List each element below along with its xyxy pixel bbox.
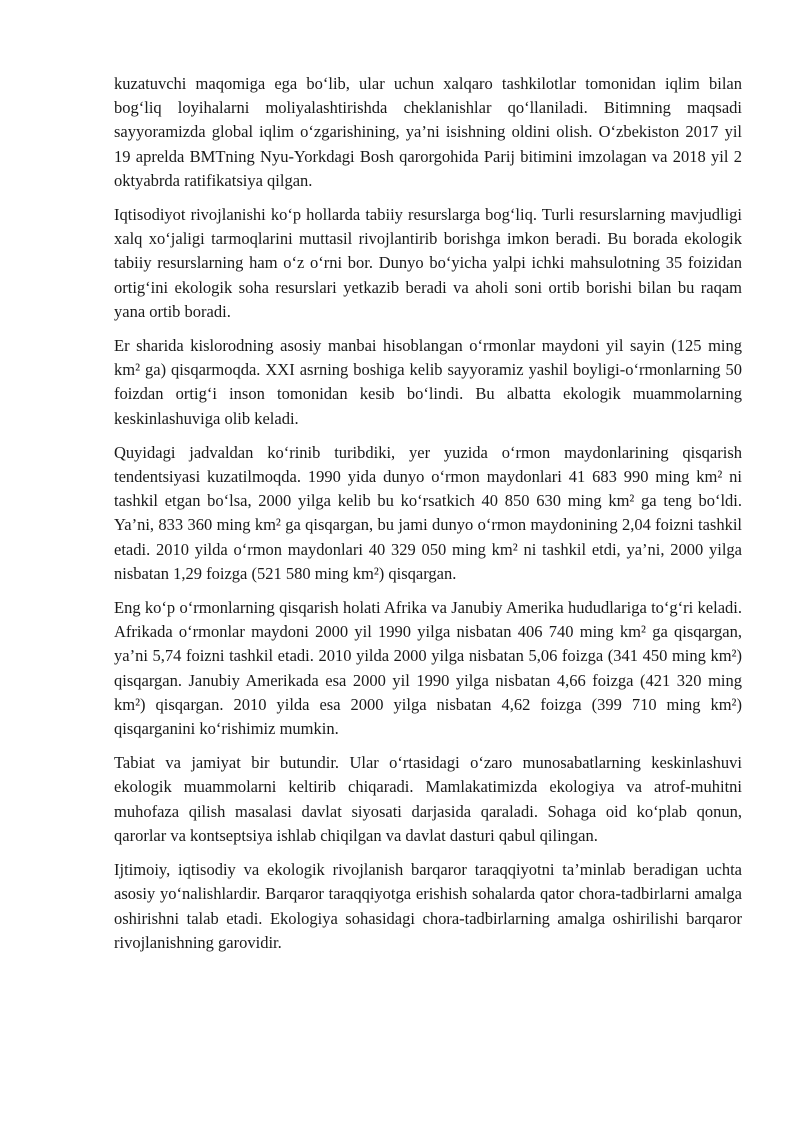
paragraph-nature-society: Tabiat va jamiyat bir butundir. Ular o‘rtasidagi o‘zaro munosabatlarning keskinlashuvi ekologik muammolarni keltirib chiqaradi. Mamlakatimizda ekologiya va atrof-muhitni muhofaza qilish masalasi davlat siyosati darjasida qaraladi. Sohaga oid ko‘plab qonun, qarorlar va kontseptsiya ishlab chiqilgan va davlat dasturi qabul qilingan. [114, 753, 742, 845]
paragraph-paris-agreement: kuzatuvchi maqomiga ega bo‘lib, ular uchun xalqaro tashkilotlar tomonidan iqlim bilan bog‘liq loyihalarni moliyalashtirishda cheklanishlar qo‘llaniladi. Bitimning maqsadi sayyoramizda global iqlim o‘zgarishining, ya’ni isishning oldini olish. O‘zbekiston 2017 yil 19 aprelda BMTning Nyu-Yorkdagi Bosh qarorgohida Parij bitimini imzolagan va 2018 yil 2 oktyabrda ratifikatsiya qilgan. [114, 74, 742, 190]
paragraph-sustainable-development: Ijtimoiy, iqtisodiy va ekologik rivojlanish barqaror taraqqiyotni ta’minlab beradigan uchta asosiy yo‘nalishlardir. Barqaror taraqqiyotga erishish sohalarda qator chora-tadbirlarni amalga oshirishni talab etadi. Ekologiya sohasidagi chora-tadbirlarning amalga oshirilishi barqaror rivojlanishning garovidir. [114, 860, 742, 952]
paragraph-forest-decline: Er sharida kislorodning asosiy manbai hisoblangan o‘rmonlar maydoni yil sayin (125 ming km² ga) qisqarmoqda. XXI asrning boshiga kelib sayyoramiz yashil boyligi-o‘rmonlarning 50 foizdan ortig‘i inson tomonidan kesib bo‘lindi. Bu albatta ekologik muammolarning keskinlashuviga olib keladi. [114, 336, 742, 428]
paragraph-economic-resources: Iqtisodiyot rivojlanishi ko‘p hollarda tabiiy resurslarga bog‘liq. Turli resurslarning mavjudligi xalq xo‘jaligi tarmoqlarini muttasil rivojlantirib borishga imkon beradi. Bu borada ekologik tabiiy resurslarning ham o‘z o‘rni bor. Dunyo bo‘yicha yalpi ichki mahsulotning 35 foizidan ortig‘ini ekologik soha resurslari yetkazib beradi va aholi soni ortib borishi bilan bu raqam yana ortib boradi. [114, 205, 742, 321]
document-page [114, 72, 742, 965]
paragraph-forest-statistics: Quyidagi jadvaldan ko‘rinib turibdiki, yer yuzida o‘rmon maydonlarining qisqarish tendentsiyasi kuzatilmoqda. 1990 yida dunyo o‘rmon maydonlari 41 683 990 ming km² ni tashkil etgan bo‘lsa, 2000 yilga kelib bu ko‘rsatkich 40 850 630 ming km² ga teng bo‘ldi. Ya’ni, 833 360 ming km² ga qisqargan, bu jami dunyo o‘rmon maydonining 2,04 foizni tashkil etadi. 2010 yilda o‘rmon maydonlari 40 329 050 ming km² ni tashkil etdi, ya’ni, 2000 yilga nisbatan 1,29 foizga (521 580 ming km²) qisqargan. [114, 442, 742, 583]
paragraph-africa-south-america: Eng ko‘p o‘rmonlarning qisqarish holati Afrika va Janubiy Amerika hududlariga to‘g‘ri keladi. Afrikada o‘rmonlar maydoni 2000 yil 1990 yilga nisbatan 406 740 ming km² ga qisqargan, ya’ni 5,74 foizni tashkil etadi. 2010 yilda 2000 yilga nisbatan 5,06 foizga (341 450 ming km²) qisqargan. Janubiy Amerikada esa 2000 yil 1990 yilga nisbatan 4,66 foizga (421 320 ming km²) qisqargan. 2010 yilda esa 2000 yilga nisbatan 4,62 foizga (399 710 ming km²) qisqarganini ko‘rishimiz mumkin. [114, 598, 742, 739]
